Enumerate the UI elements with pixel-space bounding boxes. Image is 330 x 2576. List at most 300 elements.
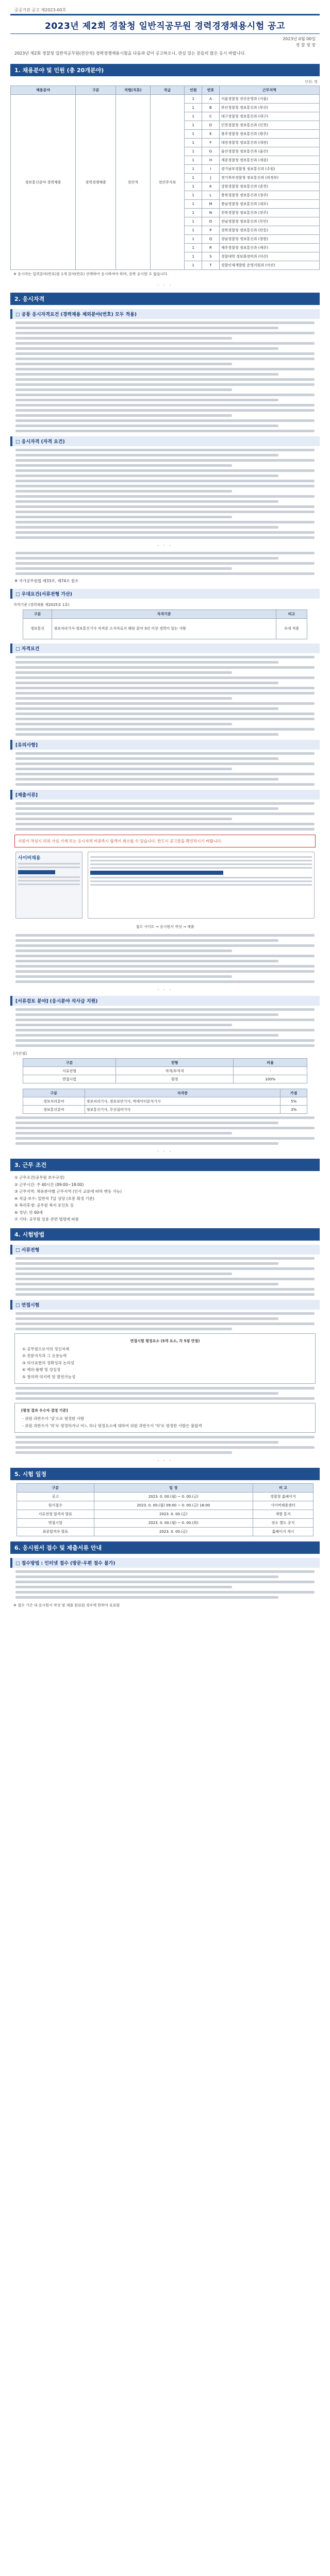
text-line [15, 752, 315, 755]
table-row [11, 95, 320, 104]
top-note: 공공기관 공고 제2023-00호 [14, 8, 67, 12]
schedule-cell: 사이버채용센터 [253, 1501, 313, 1510]
section-8-sub1: □ 접수방법 : 인터넷 접수 (방문·우편 접수 불가) [10, 1558, 320, 1568]
text-line [15, 1278, 315, 1280]
mockup-form-panel [88, 852, 315, 919]
text-line [15, 823, 315, 825]
condition-item: ⑥ 정년: 만 60세 [14, 1210, 43, 1215]
warning-box [14, 835, 316, 848]
row-location: 광주경찰청 정보통신과 (광주) [219, 130, 319, 139]
evaluation-item: ③ 의사표현의 정확성과 논리성 [22, 1360, 74, 1365]
text-line [15, 1586, 232, 1588]
text-line [15, 474, 278, 477]
table-cell: 5% [280, 1097, 307, 1106]
schedule-row [17, 1528, 314, 1536]
text-line [15, 368, 315, 370]
row-location: 부산경찰청 정보통신과 (부산) [219, 104, 319, 112]
text-line [15, 666, 315, 669]
condition-item: ② 근무시간: 주 40시간 (09:00~18:00) [14, 1182, 84, 1187]
text-line [15, 757, 278, 760]
text-line [15, 1581, 315, 1583]
table-cell: 서류전형 [23, 1067, 116, 1075]
text-line [15, 1317, 278, 1320]
table-cell: 정보처리분야 [23, 1097, 85, 1106]
row-count: 1 [185, 182, 202, 191]
text-line [15, 352, 315, 355]
section-2-sub2: □ 응시자격 (자격 요건) [10, 436, 320, 446]
text-line [15, 327, 278, 329]
row-location: 전북경찰청 정보통신과 (전주) [219, 209, 319, 217]
text-line [15, 818, 232, 820]
text-line [15, 358, 315, 360]
row-location: 인천경찰청 정보통신과 (인천) [219, 121, 319, 130]
notice-page [10, 0, 320, 1610]
text-line [15, 511, 315, 513]
text-line [15, 1288, 315, 1291]
warning-text: 지원서 작성시 허위 사실 기재 또는 응시자격 미충족시 합격이 취소될 수 있습니다. 반드시 공고문을 확인하시기 바랍니다. [18, 838, 222, 843]
text-line [15, 950, 232, 952]
mock-line [18, 863, 80, 865]
col-header: 비 고 [253, 1484, 313, 1493]
row-number: E [202, 130, 220, 139]
row-location: 제주경찰청 정보통신과 (제주) [219, 244, 319, 252]
criteria-kind: 정보통신 [23, 618, 52, 639]
row-number: J [202, 174, 220, 182]
evaluation-item: ② 전문지식과 그 응용능력 [22, 1353, 67, 1358]
text-line [15, 1328, 232, 1330]
table-cell: 정보통신분야 [23, 1106, 85, 1114]
section-2-title: 2. 응시자격 [10, 293, 320, 305]
text-line [15, 687, 315, 689]
text-line [15, 430, 315, 432]
row-count: 1 [185, 147, 202, 156]
condition-item: ③ 근무지역: 채용분야별 근무지역 (인사 교류에 따라 변동 가능) [14, 1189, 122, 1194]
text-line [15, 394, 315, 396]
condition-item: ⑤ 복리후생: 공무원 복지 포인트 등 [14, 1203, 74, 1208]
meta-block [10, 34, 320, 48]
row-count: 1 [185, 244, 202, 252]
text-line [15, 388, 232, 391]
text-line [15, 383, 315, 386]
text-line [15, 1116, 315, 1119]
section-6-title: 4. 시험방법 [10, 1228, 320, 1241]
group-cell: 경력경쟁채용 [76, 95, 116, 270]
group-cell: 전산직 [116, 95, 150, 270]
table-cell: 100% [234, 1075, 307, 1083]
text-line [15, 1273, 232, 1275]
text-line [15, 567, 232, 570]
section-6-sub2: □ 면접시험 [10, 1300, 320, 1310]
text-line [15, 1044, 315, 1047]
section-2-sub1: □ 공통 응시자격요건 (경력채용 제외분야(번호) 모두 적용) [10, 309, 320, 319]
text-line [15, 1267, 315, 1270]
site-mockup [15, 852, 315, 919]
row-location: 서울경찰청 전산운영과 (서울) [219, 95, 319, 104]
page-title: 2023년 제2회 경찰청 일반직공무원 경력경쟁채용시험 공고 [44, 21, 286, 31]
col-header: 근무지역 [219, 86, 319, 95]
section-7-title: 5. 시험 일정 [10, 1468, 320, 1480]
row-number: G [202, 147, 220, 156]
text-line [15, 723, 232, 725]
row-count: 1 [185, 217, 202, 226]
row-count: 1 [185, 209, 202, 217]
col-header: 자격증 [85, 1089, 280, 1097]
schedule-row [17, 1519, 314, 1528]
separator: - - - [157, 283, 173, 287]
col-header: 구분 [23, 1059, 116, 1067]
cert-table [23, 1089, 307, 1114]
row-number: D [202, 121, 220, 130]
schedule-cell: 2023. 0. 00.(월) ~ 0. 00.(금) [94, 1493, 253, 1501]
row-count: 1 [185, 261, 202, 270]
row-location: 대구경찰청 정보통신과 (대구) [219, 112, 319, 121]
text-line [15, 1451, 232, 1454]
text-line [15, 1127, 315, 1129]
schedule-cell: 서류전형 합격자 발표 [17, 1510, 94, 1519]
text-line [15, 1142, 278, 1145]
row-count: 1 [185, 95, 202, 104]
schedule-cell: 최종합격자 발표 [17, 1528, 94, 1536]
row-location: 충북경찰청 정보통신과 (청주) [219, 191, 319, 200]
text-line [15, 409, 315, 412]
row-count: 1 [185, 156, 202, 165]
text-line [15, 773, 315, 775]
text-line [15, 671, 232, 674]
text-line [15, 521, 315, 523]
text-line [15, 778, 278, 781]
row-location: 세종경찰청 정보통신과 (세종) [219, 156, 319, 165]
text-line [15, 500, 278, 503]
text-line [15, 469, 315, 472]
row-count: 1 [185, 104, 202, 112]
row-location: 경찰대학 정보화장비과 (아산) [219, 252, 319, 261]
row-location: 충남경찰청 정보통신과 (내포) [219, 200, 319, 209]
schedule-row [17, 1501, 314, 1510]
condition-item: ① 근무조건(공무원 보수규정) [14, 1175, 65, 1180]
text-line [15, 975, 232, 978]
group-cell: 전산주사보 [150, 95, 185, 270]
schedule-cell: 2023. 0. 00.(월) 09:00 ~ 0. 00.(금) 18:00 [94, 1501, 253, 1510]
schedule-row [17, 1510, 314, 1519]
text-line [15, 490, 232, 493]
table-cell: 정보통신기사, 무선설비기사 [85, 1106, 280, 1114]
text-line [15, 526, 278, 529]
col-header: 비고 [276, 609, 307, 618]
law-note: ※ 국가공무원법 제33조, 제74조 참조 [14, 579, 79, 583]
row-number: N [202, 209, 220, 217]
text-line [15, 454, 278, 456]
text-line [15, 337, 232, 340]
row-count: 1 [185, 252, 202, 261]
schedule-cell: 2023. 0. 00.(금) [94, 1510, 253, 1519]
table-cell: 정보처리기사, 정보보안기사, 빅데이터분석기사 [85, 1097, 280, 1106]
criteria-note: 우대 적용 [276, 618, 307, 639]
criteria-text: 정보처리기사·정보통신기사 자격증 소지자로서 해당 분야 3년 이상 경력이 있는 사람 [52, 618, 276, 639]
mock-line [18, 880, 80, 882]
text-line [15, 321, 315, 324]
criteria-label: 자격기준 (경력채용 제2025호 1호) [13, 602, 70, 607]
mockup-caption: 접수 사이트 → 응시원서 작성 → 제출 [136, 925, 194, 929]
row-count: 1 [185, 191, 202, 200]
evaluation-box [14, 1333, 316, 1384]
section-8-title: 6. 응시원서 접수 및 제출서류 안내 [10, 1541, 320, 1554]
text-line [15, 373, 278, 376]
text-line [15, 1013, 278, 1016]
section-4-table-title: [가산점] [13, 1052, 27, 1056]
text-line [15, 980, 315, 983]
row-location: 경찰인재개발원 운영지원과 (아산) [219, 261, 319, 270]
text-line [15, 939, 278, 942]
schedule-cell: 경찰청 홈페이지 [253, 1493, 313, 1501]
evaluation-box-title: 면접시험 평정요소 (5개 요소, 각 5점 만점) [130, 1338, 200, 1343]
text-line [15, 661, 278, 664]
row-location: 전남경찰청 정보통신과 (무안) [219, 217, 319, 226]
text-line [15, 1591, 315, 1594]
text-line [15, 1392, 278, 1395]
schedule-row [17, 1493, 314, 1501]
text-line [15, 1137, 315, 1140]
schedule-table [16, 1483, 314, 1536]
text-line [15, 1387, 315, 1389]
text-line [15, 425, 278, 427]
text-line [15, 970, 315, 973]
col-header: 구분 [17, 1484, 94, 1493]
text-line [15, 552, 315, 554]
text-line [15, 1283, 278, 1285]
mock-line [90, 880, 312, 882]
separator: - - - [157, 987, 173, 992]
condition-item: ⑦ 기타: 공무원 임용 관련 법령에 따름 [14, 1217, 79, 1222]
col-header: 가점 [280, 1089, 307, 1097]
col-header: 번호 [202, 86, 220, 95]
text-line [15, 702, 315, 705]
schedule-cell: 개별 통지 [253, 1510, 313, 1519]
title-block [10, 14, 320, 34]
row-number: F [202, 139, 220, 147]
text-line [15, 728, 315, 731]
text-line [15, 1323, 315, 1325]
separator: - - - [157, 1149, 173, 1154]
text-line [15, 802, 315, 805]
group-cell: 정보통신분야 경력채용 [11, 95, 76, 270]
table-row [23, 1097, 307, 1106]
text-line [15, 762, 315, 765]
row-number: B [202, 104, 220, 112]
row-location: 경남경찰청 정보통신과 (창원) [219, 235, 319, 244]
section-1-title: 1. 채용분야 및 인원 (총 20개분야) [10, 64, 320, 76]
text-line [15, 955, 315, 957]
site-logo: 사이버채용 [18, 856, 41, 861]
text-line [15, 332, 315, 334]
text-line [15, 1293, 315, 1296]
text-line [15, 480, 315, 482]
row-location: 경기남부경찰청 정보통신과 (수원) [219, 165, 319, 174]
text-line [15, 1257, 315, 1260]
text-line [15, 363, 232, 365]
col-header: 직렬(직류) [116, 86, 150, 95]
text-line [15, 342, 315, 345]
text-line [15, 1441, 278, 1444]
text-line [15, 828, 315, 831]
text-line [15, 1596, 278, 1599]
criteria-box-title: [평정 결과 우수자 결정 기준] [21, 1409, 68, 1413]
text-line [15, 713, 315, 715]
mock-line [18, 876, 80, 878]
section-5-title: 3. 근무 조건 [10, 1159, 320, 1171]
text-line [15, 531, 315, 534]
row-count: 1 [185, 121, 202, 130]
text-line [15, 1132, 232, 1134]
text-line [15, 1570, 315, 1573]
row-count: 1 [185, 174, 202, 182]
process-table [23, 1058, 307, 1083]
separator: - - - [157, 543, 173, 548]
text-line [15, 718, 315, 720]
mock-line [90, 884, 312, 886]
text-line [15, 707, 278, 710]
row-location: 강원경찰청 정보통신과 (춘천) [219, 182, 319, 191]
mock-line [18, 867, 80, 868]
text-line [15, 944, 315, 947]
col-header: 구분 [76, 86, 116, 95]
mockup-login-panel [15, 852, 82, 919]
schedule-cell: 2023. 0. 00.(금) [94, 1528, 253, 1536]
row-number: K [202, 182, 220, 191]
col-header: 자격기준 [52, 609, 276, 618]
table-row [23, 1067, 307, 1075]
text-line [15, 733, 278, 736]
row-location: 경기북부경찰청 정보통신과 (의정부) [219, 174, 319, 182]
row-location: 경북경찰청 정보통신과 (안동) [219, 226, 319, 235]
text-line [15, 419, 315, 422]
text-line [15, 404, 315, 406]
mock-button [18, 870, 55, 874]
text-line [15, 768, 232, 770]
notice-date: 2023년 0월 00일 [283, 37, 316, 41]
text-line [15, 557, 278, 560]
text-line [15, 1039, 315, 1042]
table-cell: 3% [280, 1106, 307, 1114]
text-line [15, 459, 315, 462]
col-header: 일 정 [94, 1484, 253, 1493]
row-count: 1 [185, 235, 202, 244]
row-count: 1 [185, 130, 202, 139]
row-count: 1 [185, 112, 202, 121]
row-number: L [202, 191, 220, 200]
table-cell: 평정 [116, 1075, 234, 1083]
criteria-box [14, 1403, 316, 1433]
text-line [15, 1397, 315, 1400]
table-row [23, 1075, 307, 1083]
text-line [15, 505, 315, 508]
row-count: 1 [185, 139, 202, 147]
text-line [15, 378, 315, 381]
text-line [15, 485, 315, 487]
row-count: 1 [185, 226, 202, 235]
text-line [15, 1019, 315, 1021]
table-cell: 적격/부적격 [116, 1067, 234, 1075]
text-line [15, 1024, 232, 1026]
table-cell: 면접시험 [23, 1075, 116, 1083]
text-line [15, 1008, 315, 1011]
text-line [15, 516, 232, 518]
col-header: 비율 [234, 1059, 307, 1067]
text-line [15, 807, 278, 810]
row-number: M [202, 200, 220, 209]
schedule-cell: 면접시험 [17, 1519, 94, 1528]
separator: - - - [157, 1458, 173, 1463]
section-3-sub1: [유의사항] [10, 740, 320, 750]
row-number: R [202, 244, 220, 252]
mock-line [90, 860, 312, 861]
section-2-sub4: □ 자격요건 [10, 643, 320, 653]
section-3-sub2: [제출서류] [10, 790, 320, 800]
notice-issuer: 경 찰 청 장 [295, 43, 316, 47]
section-1-note: ※ 응시자는 입력분야(번호)를 1개 분야(번호) 선택하여 응시하여야 하며, 중복 응시할 수 없습니다. [13, 272, 169, 276]
mock-line [90, 856, 312, 858]
mock-line [90, 867, 312, 869]
text-line [15, 1262, 278, 1265]
schedule-cell: 원서접수 [17, 1501, 94, 1510]
row-location: 대전경찰청 정보통신과 (대전) [219, 139, 319, 147]
text-line [15, 562, 315, 565]
text-line [15, 697, 232, 700]
text-line [15, 1446, 315, 1449]
row-number: T [202, 261, 220, 270]
text-line [15, 1122, 278, 1124]
row-number: H [202, 156, 220, 165]
text-line [15, 1436, 315, 1438]
row-number: Q [202, 235, 220, 244]
mock-button [90, 871, 223, 875]
col-header: 구분 [23, 609, 52, 618]
text-line [15, 783, 315, 786]
evaluation-item: ⑤ 창의력·의지력 및 발전가능성 [22, 1374, 76, 1379]
text-line [15, 347, 278, 350]
criteria-item: - 위원 과반수가 '상'으로 평정한 사람 [22, 1416, 85, 1421]
text-line [15, 965, 315, 968]
schedule-cell: 장소 별도 공지 [253, 1519, 313, 1528]
schedule-cell: 2023. 0. 00.(월) ~ 0. 00.(화) [94, 1519, 253, 1528]
text-line [15, 572, 315, 575]
col-header: 구분 [23, 1089, 85, 1097]
table-row [23, 1106, 307, 1114]
text-line [15, 692, 315, 694]
schedule-cell: 홈페이지 게시 [253, 1528, 313, 1536]
col-header: 직급 [150, 86, 185, 95]
row-number: A [202, 95, 220, 104]
text-line [15, 399, 278, 401]
text-line [15, 464, 232, 467]
text-line [15, 934, 315, 937]
row-number: I [202, 165, 220, 174]
text-line [15, 656, 315, 658]
row-location: 울산경찰청 정보통신과 (울산) [219, 147, 319, 156]
recruit-table [10, 86, 320, 270]
text-line [15, 414, 232, 417]
text-line [15, 1034, 278, 1037]
text-line [15, 676, 315, 679]
mock-line [90, 863, 312, 865]
row-number: C [202, 112, 220, 121]
row-count: 1 [185, 200, 202, 209]
evaluation-item: ④ 예의·품행 및 성실성 [22, 1367, 61, 1372]
evaluation-item: ① 공무원으로서의 정신자세 [22, 1346, 70, 1351]
col-header: 전형 [116, 1059, 234, 1067]
text-line [15, 449, 315, 451]
col-header: 채용분야 [11, 86, 76, 95]
mock-line [18, 884, 80, 885]
